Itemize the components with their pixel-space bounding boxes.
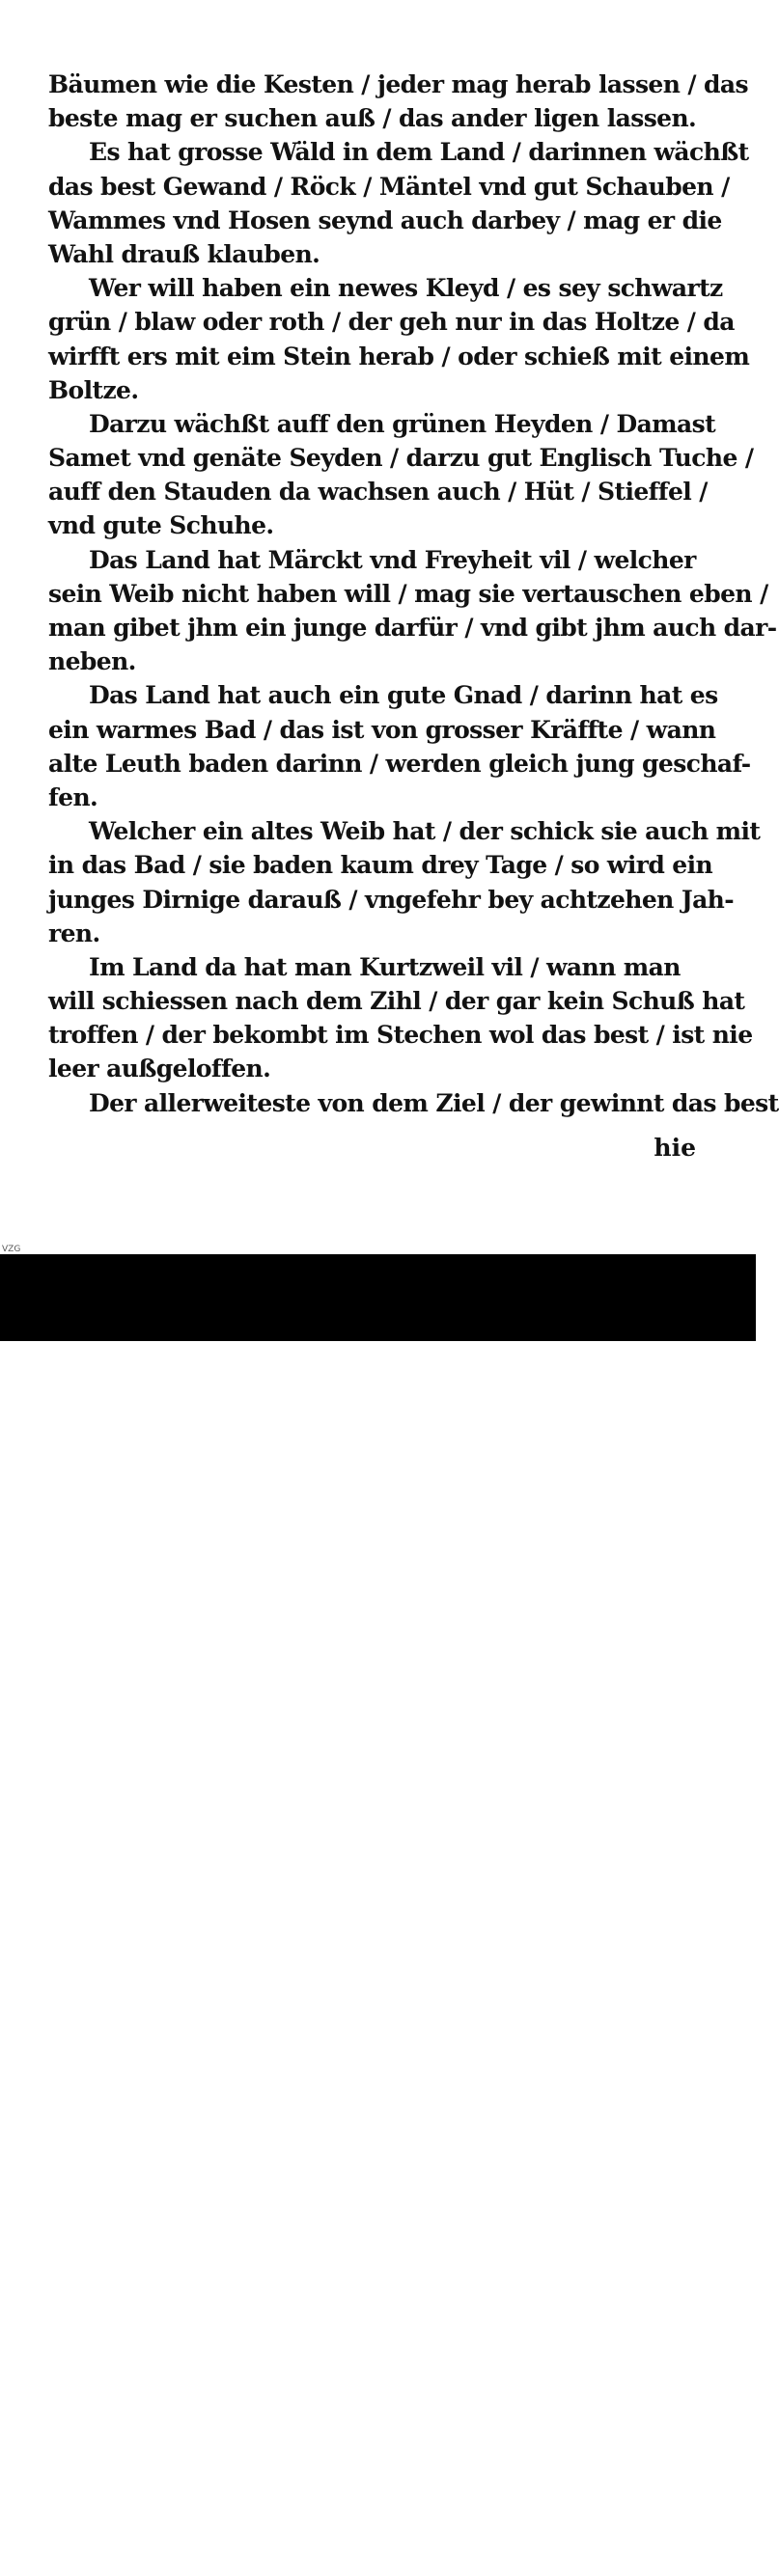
text-line: alte Leuth baden darinn / werden gleich jung geschaf- [48, 749, 751, 778]
text-line: vnd gute Schuhe. [48, 511, 274, 540]
text-line: Das Land hat Märckt vnd Freyheit vil / welcher [89, 545, 696, 574]
text-line: Darzu wächßt auff den grünen Heyden / Damast [89, 409, 716, 438]
text-line: Es hat grosse Wäld in dem Land / darinnen wächßt [89, 138, 749, 167]
text-line: Wahl drauß klauben. [48, 239, 320, 268]
text-line: neben. [48, 647, 136, 676]
text-line: Im Land da hat man Kurtzweil vil / wann man [89, 952, 681, 981]
text-line: sein Weib nicht haben will / mag sie vertauschen eben / [48, 579, 768, 608]
text-line: Welcher ein altes Weib hat / der schick sie auch mit [89, 817, 761, 846]
text-line: leer außgeloffen. [48, 1055, 271, 1083]
text-line: Bäumen wie die Kesten / jeder mag herab lassen / das [48, 70, 748, 98]
text-line: auff den Stauden da wachsen auch / Hüt / Stieffel / [48, 478, 708, 507]
text-line: wirfft ers mit eim Stein herab / oder schieß mit einem [48, 342, 750, 370]
text-line: das best Gewand / Röck / Mäntel vnd gut Schauben / [48, 172, 730, 201]
text-line: troffen / der bekombt im Stechen wol das best / ist nie [48, 1021, 753, 1050]
alamy-logo: alamy [48, 2526, 175, 2570]
image-id: J7RRGX [667, 2530, 733, 2548]
text-line: Der allerweiteste von dem Ziel / der gewinnt das best [89, 1088, 779, 1117]
text-line: junges Dirnige darauß / vngefehr bey achtzehen Jah- [48, 885, 735, 914]
text-line: Wammes vnd Hosen seynd auch darbey / mag er die [48, 206, 722, 234]
text-line: Wer will haben ein newes Kleyd / es sey schwartz [89, 274, 723, 303]
watermark-bar [0, 1254, 756, 2576]
catchword: hie [654, 1134, 696, 1162]
text-line: Samet vnd genäte Seyden / darzu gut Englisch Tuche / [48, 444, 754, 473]
text-line: in das Bad / sie baden kaum drey Tage / so wird ein [48, 851, 713, 880]
corner-mark: VZG [2, 1245, 21, 1254]
document-body [48, 68, 779, 1120]
document-page [0, 0, 779, 1254]
text-line: Boltze. [48, 375, 139, 404]
text-line: Das Land hat auch ein gute Gnad / darinn hat es [89, 681, 718, 710]
text-line: man gibet jhm ein junge darfür / vnd gibt jhm auch dar- [48, 614, 777, 642]
watermark-url: www.alamy.com [616, 2559, 733, 2576]
text-line: beste mag er suchen auß / das ander ligen lassen. [48, 104, 697, 133]
text-line: grün / blaw oder roth / der geh nur in das Holtze / da [48, 308, 735, 337]
text-line: fen. [48, 782, 98, 811]
text-line: will schiessen nach dem Zihl / der gar kein Schuß hat [48, 987, 745, 1016]
text-line: ren. [48, 918, 100, 947]
text-line: ein warmes Bad / das ist von grosser Kräffte / wann [48, 715, 716, 744]
